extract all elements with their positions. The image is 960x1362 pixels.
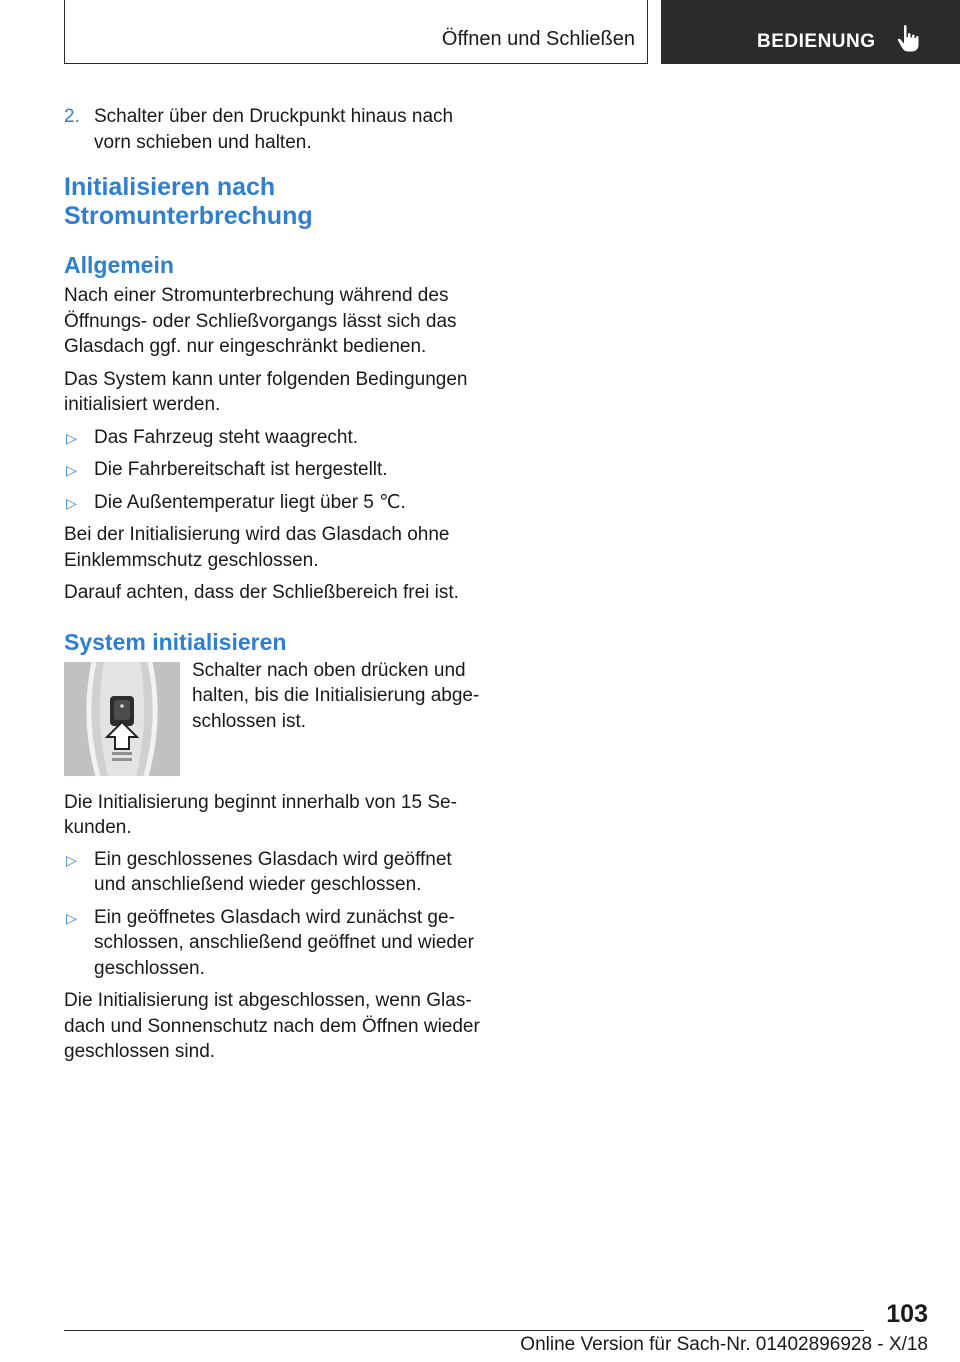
paragraph: Das System kann unter folgenden Bedingungen initialisiert werden. <box>64 368 468 415</box>
footer-divider <box>64 1330 864 1331</box>
general-heading: Allgemein <box>64 252 174 278</box>
paragraph: Die Initialisierung ist abgeschlossen, wenn Glasdach und Sonnenschutz nach dem Öffnen wieder geschlossen sind. <box>64 990 480 1062</box>
step-text: Schalter über den Druckpunkt hinaus nach vorn schieben und halten. <box>94 106 454 153</box>
list-item <box>64 905 480 982</box>
triangle-right-icon: ▷ <box>66 851 77 868</box>
paragraph: Nach einer Stromunterbrechung während des Öffnungs- oder Schließvorgangs lässt sich das Glasdach ggf. nur eingeschränkt bedienen. <box>64 285 457 357</box>
page-number: 103 <box>886 1300 928 1328</box>
list-item-text: Die Außentemperatur liegt über 5 ℃. <box>94 491 406 513</box>
triangle-right-icon: ▷ <box>66 494 77 511</box>
chapter-header <box>64 0 648 64</box>
init-heading: System initialisieren <box>64 628 287 655</box>
hand-pointer-icon <box>895 24 921 54</box>
online-version-note: Online Version für Sach-Nr. 01402896928 - X/18 <box>520 1334 928 1355</box>
triangle-right-icon: ▷ <box>66 462 77 478</box>
figure-caption: Schalter nach oben drücken und halten, bis die Initialisierung abgeschlossen ist. <box>192 659 480 732</box>
section-label: BEDIENUNG <box>757 31 876 52</box>
paragraph: Bei der Initialisierung wird das Glasdach ohne Einklemmschutz geschlossen. <box>64 524 450 571</box>
list-item-text: Die Fahrbereitschaft ist hergestellt. <box>94 459 388 480</box>
list-item-text: Ein geschlossenes Glasdach wird geöffnet und anschließend wieder geschlossen. <box>94 848 452 895</box>
roof-switch-image <box>64 662 180 776</box>
step-number: 2. <box>64 106 80 127</box>
paragraph: Darauf achten, dass der Schließbereich frei ist. <box>64 582 459 603</box>
section-tab <box>661 0 960 64</box>
roof-switch-illustration <box>64 662 180 776</box>
list-item <box>64 425 480 451</box>
content-column <box>64 104 480 1072</box>
list-item-text: Das Fahrzeug steht waagrecht. <box>94 426 359 448</box>
list-item <box>64 847 480 898</box>
list-item <box>64 490 480 516</box>
figure-row <box>64 658 480 776</box>
triangle-right-icon: ▷ <box>66 909 77 926</box>
triangle-right-icon: ▷ <box>66 429 77 446</box>
paragraph: Die Initialisierung beginnt innerhalb von 15 Sekunden. <box>64 791 457 838</box>
main-heading: Initialisieren nach Stromunterbrechung <box>64 173 313 230</box>
step-item <box>64 104 480 155</box>
list-item <box>64 457 480 483</box>
list-item-text: Ein geöffnetes Glasdach wird zunächst geschlossen, anschließend geöffnet und wieder geschlossen. <box>94 906 474 979</box>
chapter-title: Öffnen und Schließen <box>441 28 635 50</box>
